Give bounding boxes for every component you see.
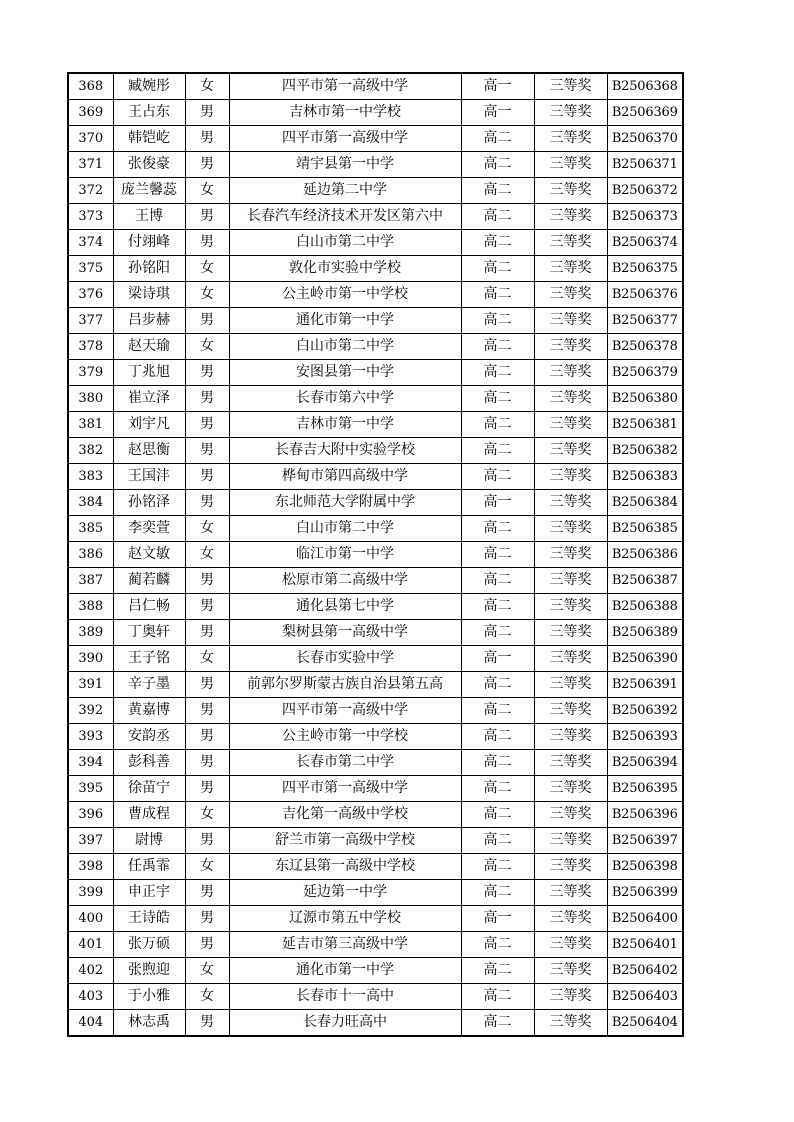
table-row [68, 828, 683, 854]
cell-gender: 男 [185, 568, 229, 594]
cell-certificate-id: B2506384 [607, 490, 683, 516]
table-row [68, 958, 683, 984]
cell-school: 敦化市实验中学校 [229, 256, 461, 282]
cell-award: 三等奖 [534, 594, 607, 620]
cell-name: 赵文敏 [113, 542, 185, 568]
cell-grade: 高一 [461, 100, 534, 126]
cell-school: 舒兰市第一高级中学校 [229, 828, 461, 854]
cell-award: 三等奖 [534, 750, 607, 776]
cell-award: 三等奖 [534, 204, 607, 230]
cell-grade: 高二 [461, 230, 534, 256]
cell-number: 377 [68, 308, 113, 334]
cell-school: 梨树县第一高级中学 [229, 620, 461, 646]
cell-grade: 高二 [461, 828, 534, 854]
cell-number: 398 [68, 854, 113, 880]
cell-school: 吉林市第一中学校 [229, 100, 461, 126]
table-row [68, 516, 683, 542]
cell-gender: 女 [185, 984, 229, 1010]
cell-name: 林志禹 [113, 1010, 185, 1037]
cell-award: 三等奖 [534, 880, 607, 906]
cell-name: 黄嘉博 [113, 698, 185, 724]
cell-certificate-id: B2506378 [607, 334, 683, 360]
cell-gender: 男 [185, 230, 229, 256]
table-row [68, 412, 683, 438]
cell-name: 彭科善 [113, 750, 185, 776]
cell-name: 申正宇 [113, 880, 185, 906]
cell-certificate-id: B2506376 [607, 282, 683, 308]
cell-name: 于小雅 [113, 984, 185, 1010]
cell-gender: 男 [185, 1010, 229, 1037]
cell-certificate-id: B2506398 [607, 854, 683, 880]
cell-number: 379 [68, 360, 113, 386]
cell-school: 长春市第二中学 [229, 750, 461, 776]
cell-award: 三等奖 [534, 776, 607, 802]
cell-certificate-id: B2506404 [607, 1010, 683, 1037]
cell-grade: 高二 [461, 1010, 534, 1037]
cell-number: 368 [68, 73, 113, 100]
cell-award: 三等奖 [534, 1010, 607, 1037]
table-row [68, 360, 683, 386]
cell-school: 四平市第一高级中学 [229, 73, 461, 100]
cell-name: 梁诗琪 [113, 282, 185, 308]
table-row [68, 698, 683, 724]
cell-grade: 高二 [461, 204, 534, 230]
cell-number: 372 [68, 178, 113, 204]
cell-number: 393 [68, 724, 113, 750]
cell-number: 403 [68, 984, 113, 1010]
cell-school: 长春力旺高中 [229, 1010, 461, 1037]
table-row [68, 984, 683, 1010]
cell-grade: 高二 [461, 308, 534, 334]
table-row [68, 750, 683, 776]
cell-school: 长春吉大附中实验学校 [229, 438, 461, 464]
cell-award: 三等奖 [534, 464, 607, 490]
cell-number: 382 [68, 438, 113, 464]
cell-award: 三等奖 [534, 932, 607, 958]
cell-grade: 高二 [461, 464, 534, 490]
cell-number: 380 [68, 386, 113, 412]
cell-grade: 高二 [461, 282, 534, 308]
table-row [68, 1010, 683, 1037]
cell-name: 孙铭阳 [113, 256, 185, 282]
table-row [68, 386, 683, 412]
cell-certificate-id: B2506383 [607, 464, 683, 490]
cell-gender: 男 [185, 698, 229, 724]
cell-certificate-id: B2506386 [607, 542, 683, 568]
cell-award: 三等奖 [534, 724, 607, 750]
cell-school: 吉林市第一中学 [229, 412, 461, 438]
cell-certificate-id: B2506393 [607, 724, 683, 750]
cell-school: 延边第一中学 [229, 880, 461, 906]
cell-number: 373 [68, 204, 113, 230]
cell-gender: 男 [185, 360, 229, 386]
cell-school: 白山市第二中学 [229, 230, 461, 256]
cell-gender: 男 [185, 672, 229, 698]
table-row [68, 490, 683, 516]
cell-gender: 男 [185, 386, 229, 412]
cell-school: 长春市十一高中 [229, 984, 461, 1010]
cell-school: 延吉市第三高级中学 [229, 932, 461, 958]
cell-grade: 高二 [461, 126, 534, 152]
cell-number: 401 [68, 932, 113, 958]
cell-school: 安图县第一中学 [229, 360, 461, 386]
cell-certificate-id: B2506381 [607, 412, 683, 438]
cell-certificate-id: B2506403 [607, 984, 683, 1010]
table-row [68, 334, 683, 360]
table-row [68, 724, 683, 750]
cell-grade: 高二 [461, 958, 534, 984]
cell-gender: 男 [185, 412, 229, 438]
cell-award: 三等奖 [534, 802, 607, 828]
cell-number: 395 [68, 776, 113, 802]
cell-number: 384 [68, 490, 113, 516]
cell-number: 387 [68, 568, 113, 594]
cell-certificate-id: B2506385 [607, 516, 683, 542]
cell-certificate-id: B2506390 [607, 646, 683, 672]
table-row [68, 880, 683, 906]
cell-grade: 高二 [461, 620, 534, 646]
cell-award: 三等奖 [534, 854, 607, 880]
cell-name: 蔺若麟 [113, 568, 185, 594]
cell-award: 三等奖 [534, 230, 607, 256]
cell-name: 王子铭 [113, 646, 185, 672]
table-row [68, 204, 683, 230]
cell-certificate-id: B2506387 [607, 568, 683, 594]
cell-certificate-id: B2506379 [607, 360, 683, 386]
cell-grade: 高二 [461, 880, 534, 906]
table-row [68, 906, 683, 932]
table-row [68, 646, 683, 672]
cell-number: 376 [68, 282, 113, 308]
cell-award: 三等奖 [534, 360, 607, 386]
cell-certificate-id: B2506388 [607, 594, 683, 620]
cell-certificate-id: B2506402 [607, 958, 683, 984]
cell-certificate-id: B2506396 [607, 802, 683, 828]
cell-name: 庞兰馨蕊 [113, 178, 185, 204]
cell-grade: 高二 [461, 854, 534, 880]
cell-school: 延边第二中学 [229, 178, 461, 204]
cell-certificate-id: B2506380 [607, 386, 683, 412]
cell-gender: 男 [185, 906, 229, 932]
cell-number: 392 [68, 698, 113, 724]
cell-grade: 高二 [461, 932, 534, 958]
table-row [68, 126, 683, 152]
table-row [68, 308, 683, 334]
cell-name: 张万硕 [113, 932, 185, 958]
table-row [68, 256, 683, 282]
cell-name: 刘宇凡 [113, 412, 185, 438]
cell-school: 公主岭市第一中学校 [229, 724, 461, 750]
cell-school: 吉化第一高级中学校 [229, 802, 461, 828]
cell-certificate-id: B2506397 [607, 828, 683, 854]
cell-school: 长春汽车经济技术开发区第六中 [229, 204, 461, 230]
cell-name: 曹成程 [113, 802, 185, 828]
cell-certificate-id: B2506392 [607, 698, 683, 724]
cell-award: 三等奖 [534, 828, 607, 854]
cell-gender: 男 [185, 152, 229, 178]
cell-school: 桦甸市第四高级中学 [229, 464, 461, 490]
cell-grade: 高二 [461, 594, 534, 620]
cell-number: 399 [68, 880, 113, 906]
cell-grade: 高二 [461, 568, 534, 594]
cell-name: 韩铠屹 [113, 126, 185, 152]
cell-award: 三等奖 [534, 178, 607, 204]
table-row [68, 282, 683, 308]
cell-award: 三等奖 [534, 958, 607, 984]
table-row [68, 438, 683, 464]
table-row [68, 594, 683, 620]
table-row [68, 568, 683, 594]
cell-name: 吕仁畅 [113, 594, 185, 620]
cell-award: 三等奖 [534, 984, 607, 1010]
cell-number: 383 [68, 464, 113, 490]
cell-name: 尉博 [113, 828, 185, 854]
cell-award: 三等奖 [534, 620, 607, 646]
cell-grade: 高二 [461, 802, 534, 828]
cell-grade: 高二 [461, 698, 534, 724]
cell-name: 张俊豪 [113, 152, 185, 178]
cell-name: 安韵丞 [113, 724, 185, 750]
cell-certificate-id: B2506370 [607, 126, 683, 152]
cell-gender: 男 [185, 932, 229, 958]
table-row [68, 542, 683, 568]
cell-number: 378 [68, 334, 113, 360]
cell-gender: 男 [185, 100, 229, 126]
cell-award: 三等奖 [534, 152, 607, 178]
cell-school: 长春市第六中学 [229, 386, 461, 412]
cell-grade: 高二 [461, 776, 534, 802]
cell-number: 371 [68, 152, 113, 178]
cell-name: 任禹霏 [113, 854, 185, 880]
cell-grade: 高二 [461, 672, 534, 698]
cell-grade: 高二 [461, 256, 534, 282]
cell-certificate-id: B2506399 [607, 880, 683, 906]
cell-name: 王诗皓 [113, 906, 185, 932]
cell-award: 三等奖 [534, 308, 607, 334]
cell-number: 396 [68, 802, 113, 828]
cell-grade: 高一 [461, 490, 534, 516]
cell-grade: 高二 [461, 412, 534, 438]
cell-name: 赵思衡 [113, 438, 185, 464]
cell-number: 400 [68, 906, 113, 932]
cell-gender: 男 [185, 620, 229, 646]
table-row [68, 776, 683, 802]
cell-gender: 女 [185, 542, 229, 568]
cell-name: 王博 [113, 204, 185, 230]
cell-certificate-id: B2506382 [607, 438, 683, 464]
cell-school: 临江市第一中学 [229, 542, 461, 568]
cell-school: 四平市第一高级中学 [229, 126, 461, 152]
cell-grade: 高二 [461, 516, 534, 542]
cell-number: 381 [68, 412, 113, 438]
table-row [68, 932, 683, 958]
cell-number: 404 [68, 1010, 113, 1037]
cell-award: 三等奖 [534, 490, 607, 516]
cell-certificate-id: B2506372 [607, 178, 683, 204]
cell-gender: 男 [185, 490, 229, 516]
cell-number: 386 [68, 542, 113, 568]
cell-gender: 女 [185, 854, 229, 880]
cell-grade: 高二 [461, 724, 534, 750]
cell-name: 孙铭泽 [113, 490, 185, 516]
cell-certificate-id: B2506368 [607, 73, 683, 100]
cell-name: 王国沣 [113, 464, 185, 490]
cell-award: 三等奖 [534, 126, 607, 152]
cell-award: 三等奖 [534, 100, 607, 126]
cell-name: 崔立泽 [113, 386, 185, 412]
cell-certificate-id: B2506389 [607, 620, 683, 646]
cell-gender: 女 [185, 958, 229, 984]
cell-gender: 男 [185, 880, 229, 906]
table-row [68, 152, 683, 178]
cell-number: 402 [68, 958, 113, 984]
cell-grade: 高二 [461, 438, 534, 464]
cell-grade: 高一 [461, 73, 534, 100]
cell-award: 三等奖 [534, 334, 607, 360]
cell-school: 四平市第一高级中学 [229, 776, 461, 802]
cell-certificate-id: B2506391 [607, 672, 683, 698]
table-body [68, 73, 683, 1036]
cell-school: 靖宇县第一中学 [229, 152, 461, 178]
cell-name: 李奕萱 [113, 516, 185, 542]
cell-gender: 女 [185, 256, 229, 282]
cell-grade: 高二 [461, 152, 534, 178]
cell-number: 390 [68, 646, 113, 672]
cell-number: 375 [68, 256, 113, 282]
cell-school: 前郭尔罗斯蒙古族自治县第五高 [229, 672, 461, 698]
cell-name: 吕步赫 [113, 308, 185, 334]
table-row [68, 464, 683, 490]
cell-number: 397 [68, 828, 113, 854]
cell-number: 374 [68, 230, 113, 256]
cell-grade: 高一 [461, 646, 534, 672]
cell-number: 391 [68, 672, 113, 698]
cell-gender: 男 [185, 594, 229, 620]
cell-award: 三等奖 [534, 73, 607, 100]
cell-grade: 高二 [461, 178, 534, 204]
cell-certificate-id: B2506374 [607, 230, 683, 256]
cell-certificate-id: B2506394 [607, 750, 683, 776]
cell-school: 通化县第七中学 [229, 594, 461, 620]
table-row [68, 100, 683, 126]
cell-award: 三等奖 [534, 412, 607, 438]
cell-certificate-id: B2506373 [607, 204, 683, 230]
cell-award: 三等奖 [534, 646, 607, 672]
table-row [68, 230, 683, 256]
cell-name: 臧婉彤 [113, 73, 185, 100]
cell-award: 三等奖 [534, 698, 607, 724]
cell-award: 三等奖 [534, 386, 607, 412]
cell-gender: 女 [185, 282, 229, 308]
cell-gender: 男 [185, 724, 229, 750]
cell-school: 辽源市第五中学校 [229, 906, 461, 932]
cell-certificate-id: B2506401 [607, 932, 683, 958]
cell-name: 丁兆旭 [113, 360, 185, 386]
cell-gender: 女 [185, 178, 229, 204]
cell-school: 东北师范大学附属中学 [229, 490, 461, 516]
cell-school: 通化市第一中学 [229, 958, 461, 984]
cell-grade: 高二 [461, 984, 534, 1010]
cell-gender: 男 [185, 438, 229, 464]
cell-award: 三等奖 [534, 542, 607, 568]
cell-gender: 男 [185, 828, 229, 854]
cell-award: 三等奖 [534, 256, 607, 282]
cell-number: 385 [68, 516, 113, 542]
cell-name: 张煦迎 [113, 958, 185, 984]
cell-grade: 高二 [461, 542, 534, 568]
cell-grade: 高二 [461, 334, 534, 360]
cell-gender: 女 [185, 334, 229, 360]
cell-award: 三等奖 [534, 516, 607, 542]
cell-gender: 女 [185, 802, 229, 828]
table-row [68, 854, 683, 880]
table-row [68, 802, 683, 828]
cell-school: 四平市第一高级中学 [229, 698, 461, 724]
cell-number: 394 [68, 750, 113, 776]
cell-name: 辛子墨 [113, 672, 185, 698]
table-row [68, 672, 683, 698]
cell-certificate-id: B2506400 [607, 906, 683, 932]
cell-number: 369 [68, 100, 113, 126]
cell-certificate-id: B2506371 [607, 152, 683, 178]
cell-grade: 高二 [461, 750, 534, 776]
cell-gender: 男 [185, 204, 229, 230]
cell-school: 通化市第一中学 [229, 308, 461, 334]
cell-award: 三等奖 [534, 438, 607, 464]
cell-award: 三等奖 [534, 906, 607, 932]
cell-number: 370 [68, 126, 113, 152]
cell-school: 公主岭市第一中学校 [229, 282, 461, 308]
cell-grade: 高二 [461, 360, 534, 386]
cell-grade: 高二 [461, 386, 534, 412]
cell-school: 松原市第二高级中学 [229, 568, 461, 594]
cell-gender: 男 [185, 750, 229, 776]
cell-gender: 女 [185, 516, 229, 542]
cell-award: 三等奖 [534, 672, 607, 698]
cell-gender: 男 [185, 776, 229, 802]
cell-gender: 男 [185, 308, 229, 334]
cell-certificate-id: B2506369 [607, 100, 683, 126]
table-row [68, 620, 683, 646]
cell-award: 三等奖 [534, 282, 607, 308]
table-row [68, 178, 683, 204]
cell-certificate-id: B2506395 [607, 776, 683, 802]
cell-name: 徐苗宁 [113, 776, 185, 802]
cell-number: 388 [68, 594, 113, 620]
award-list-table [67, 72, 684, 1037]
table-row [68, 73, 683, 100]
cell-gender: 女 [185, 73, 229, 100]
cell-gender: 女 [185, 646, 229, 672]
cell-name: 丁奥轩 [113, 620, 185, 646]
cell-award: 三等奖 [534, 568, 607, 594]
cell-school: 白山市第二中学 [229, 334, 461, 360]
cell-name: 付翊峰 [113, 230, 185, 256]
cell-school: 长春市实验中学 [229, 646, 461, 672]
cell-certificate-id: B2506377 [607, 308, 683, 334]
cell-certificate-id: B2506375 [607, 256, 683, 282]
cell-name: 王占东 [113, 100, 185, 126]
cell-number: 389 [68, 620, 113, 646]
cell-name: 赵天瑜 [113, 334, 185, 360]
cell-school: 东辽县第一高级中学校 [229, 854, 461, 880]
cell-gender: 男 [185, 126, 229, 152]
cell-school: 白山市第二中学 [229, 516, 461, 542]
cell-gender: 男 [185, 464, 229, 490]
cell-grade: 高一 [461, 906, 534, 932]
